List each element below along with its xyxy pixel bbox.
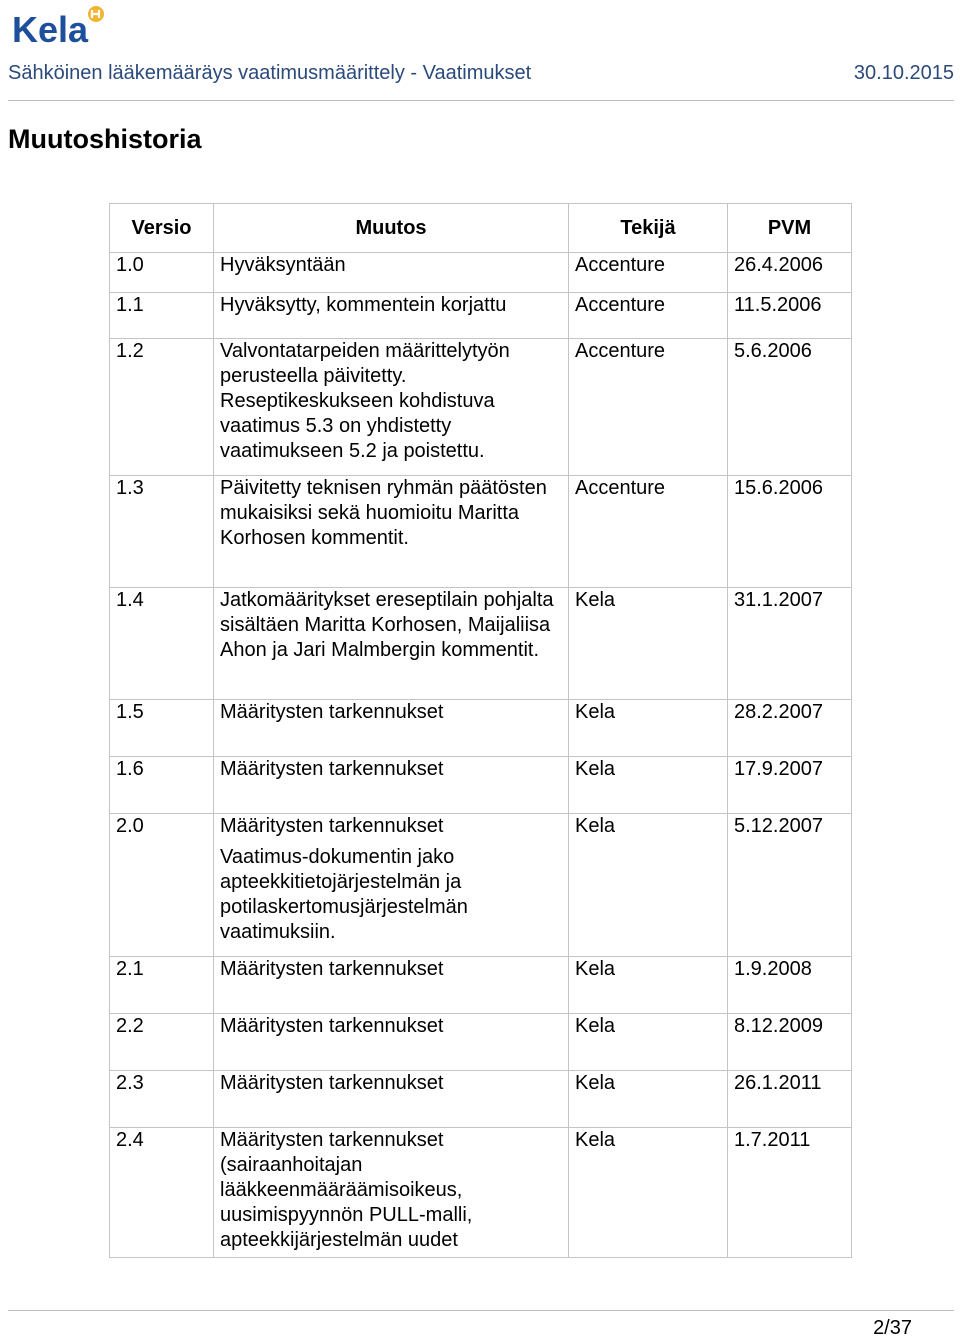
column-header-pvm: PVM — [728, 204, 852, 253]
cell-pvm: 26.1.2011 — [728, 1071, 852, 1128]
muutos-text: Määritysten tarkennukset — [220, 701, 444, 723]
logo-wordmark: Kela — [12, 9, 89, 48]
document-date: 30.10.2015 — [853, 62, 954, 84]
cell-pvm: 15.6.2006 — [728, 476, 852, 588]
cell-tekija: Kela — [569, 757, 728, 814]
cell-tekija: Accenture — [569, 293, 728, 339]
cell-versio: 1.3 — [110, 476, 214, 588]
kela-logo-graphic — [10, 2, 110, 48]
cell-versio: 2.1 — [110, 957, 214, 1014]
cell-versio: 2.4 — [110, 1128, 214, 1258]
muutos-text: Vaatimus-dokumentin jako apteekkitietojärjestelmän ja potilaskertomusjärjestelmän vaatimuksiin. — [220, 846, 468, 943]
table-header-row — [110, 204, 852, 253]
muutos-text: Hyväksytty, kommentein korjattu — [220, 294, 507, 316]
muutos-text: Määritysten tarkennukset — [220, 1015, 444, 1037]
cell-versio: 1.6 — [110, 757, 214, 814]
muutos-text: Määritysten tarkennukset — [220, 815, 444, 837]
cell-muutos — [214, 339, 569, 476]
muutos-text: Valvontatarpeiden määrittelytyön perusteella päivitetty. Reseptikeskukseen kohdistuva vaatimus 5.3 on yhdistetty vaatimukseen 5.2 ja poistettu. — [220, 340, 510, 462]
change-history-table — [109, 203, 852, 1258]
table-row — [110, 339, 852, 476]
table-row — [110, 588, 852, 700]
column-header-tekija: Tekijä — [569, 204, 728, 253]
cell-pvm: 1.9.2008 — [728, 957, 852, 1014]
page-footer — [8, 1310, 954, 1339]
cell-tekija: Kela — [569, 814, 728, 957]
section-heading: Muutoshistoria — [8, 124, 202, 154]
cell-versio: 1.4 — [110, 588, 214, 700]
cell-pvm: 5.12.2007 — [728, 814, 852, 957]
table-row — [110, 957, 852, 1014]
cell-tekija: Kela — [569, 1014, 728, 1071]
cell-versio: 2.3 — [110, 1071, 214, 1128]
document-title: Sähköinen lääkemääräys vaatimusmäärittely - Vaatimukset — [8, 62, 532, 84]
table-row — [110, 814, 852, 957]
kela-logo — [10, 2, 110, 48]
cell-pvm: 31.1.2007 — [728, 588, 852, 700]
table-row — [110, 253, 852, 293]
cell-pvm: 1.7.2011 — [728, 1128, 852, 1258]
cell-muutos — [214, 957, 569, 1014]
cell-muutos — [214, 1128, 569, 1258]
cell-pvm: 26.4.2006 — [728, 253, 852, 293]
cell-versio: 1.5 — [110, 700, 214, 757]
table-row — [110, 476, 852, 588]
cell-tekija: Accenture — [569, 253, 728, 293]
cell-pvm: 11.5.2006 — [728, 293, 852, 339]
cell-muutos — [214, 588, 569, 700]
muutos-text: Hyväksyntään — [220, 254, 346, 276]
cell-tekija: Kela — [569, 1071, 728, 1128]
table-row — [110, 700, 852, 757]
cell-versio: 1.2 — [110, 339, 214, 476]
table-body — [110, 253, 852, 1258]
cell-muutos — [214, 700, 569, 757]
cell-tekija: Kela — [569, 700, 728, 757]
cell-muutos — [214, 476, 569, 588]
cell-muutos — [214, 757, 569, 814]
cell-pvm: 5.6.2006 — [728, 339, 852, 476]
cell-tekija: Kela — [569, 588, 728, 700]
muutos-text: Päivitetty teknisen ryhmän päätösten mukaisiksi sekä huomioitu Maritta Korhosen kommentit. — [220, 477, 547, 549]
table-row — [110, 1014, 852, 1071]
cell-tekija: Accenture — [569, 339, 728, 476]
cell-muutos — [214, 1071, 569, 1128]
muutos-text: Jatkomääritykset ereseptilain pohjalta sisältäen Maritta Korhosen, Maijaliisa Ahon ja Jari Malmbergin kommentit. — [220, 589, 554, 661]
cell-muutos — [214, 814, 569, 957]
cell-tekija: Accenture — [569, 476, 728, 588]
muutos-text: Määritysten tarkennukset — [220, 758, 444, 780]
cell-muutos — [214, 253, 569, 293]
table-row — [110, 757, 852, 814]
cell-tekija: Kela — [569, 1128, 728, 1258]
cell-versio: 2.0 — [110, 814, 214, 957]
page-number: 2/37 — [873, 1317, 912, 1339]
cell-pvm: 17.9.2007 — [728, 757, 852, 814]
cell-muutos — [214, 1014, 569, 1071]
cell-versio: 1.1 — [110, 293, 214, 339]
table-row — [110, 1128, 852, 1258]
cell-tekija: Kela — [569, 957, 728, 1014]
table-row — [110, 293, 852, 339]
cell-versio: 2.2 — [110, 1014, 214, 1071]
column-header-versio: Versio — [110, 204, 214, 253]
muutos-text: Määritysten tarkennukset — [220, 958, 444, 980]
cell-pvm: 28.2.2007 — [728, 700, 852, 757]
cell-muutos — [214, 293, 569, 339]
document-header — [8, 60, 954, 101]
column-header-muutos: Muutos — [214, 204, 569, 253]
cell-versio: 1.0 — [110, 253, 214, 293]
muutos-text: Määritysten tarkennukset — [220, 1072, 444, 1094]
muutos-text: Määritysten tarkennukset (sairaanhoitajan lääkkeenmääräämisoikeus, uusimispyynnön PULL-malli, apteekkijärjestelmän uudet — [220, 1129, 473, 1251]
table-row — [110, 1071, 852, 1128]
cell-pvm: 8.12.2009 — [728, 1014, 852, 1071]
